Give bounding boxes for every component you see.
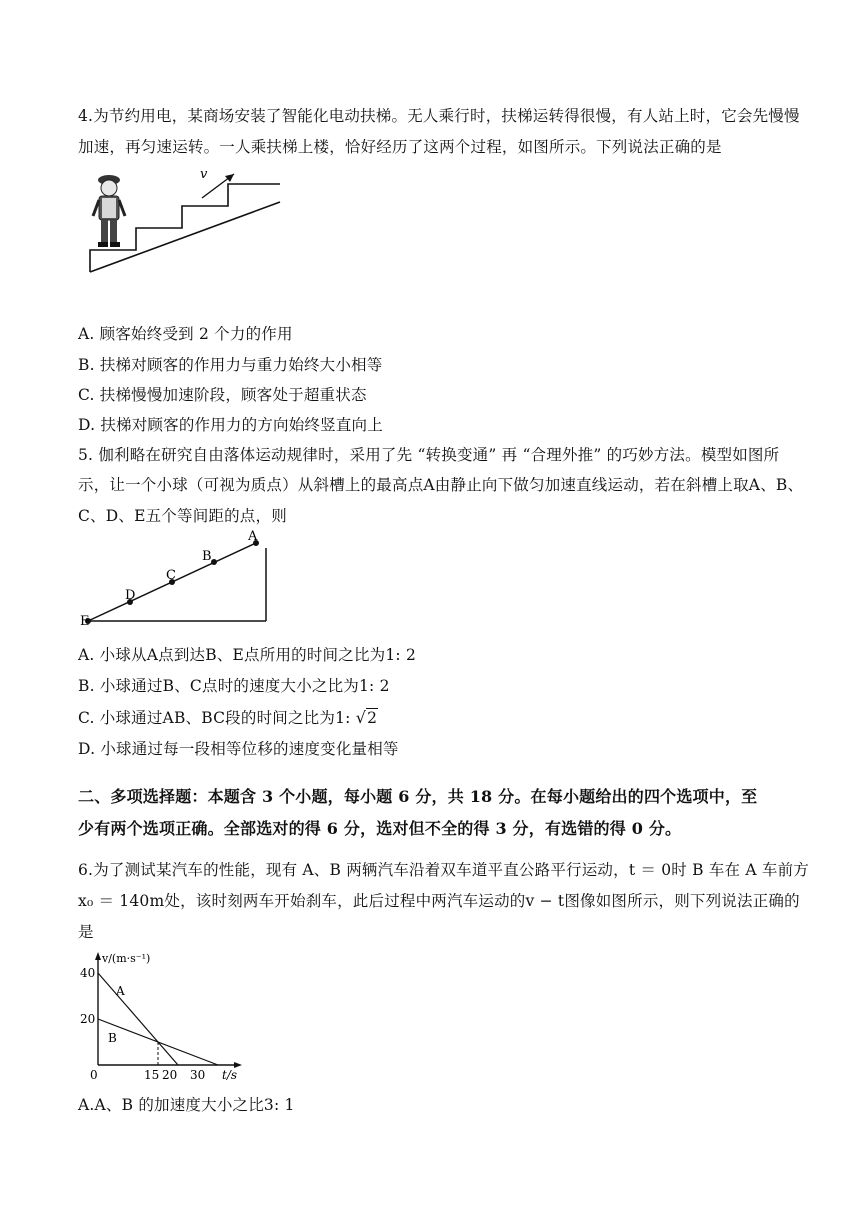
q5-option-a: A. 小球从A点到达B、E点所用的时间之比为1: 2 bbox=[78, 646, 417, 664]
q5-option-b: B. 小球通过B、C点时的速度大小之比为1: 2 bbox=[78, 677, 390, 695]
q4-option-d: D. 扶梯对顾客的作用力的方向始终竖直向上 bbox=[78, 416, 383, 434]
label-c: C bbox=[166, 568, 176, 583]
label-a: A bbox=[248, 530, 258, 544]
y-tick-20: 20 bbox=[80, 1012, 96, 1026]
escalator-v-label: v bbox=[200, 167, 208, 182]
x-tick-20: 20 bbox=[162, 1068, 178, 1082]
q5-stem-line3: C、D、E五个等间距的点，则 bbox=[78, 507, 287, 525]
person-icon bbox=[93, 175, 125, 247]
label-d: D bbox=[125, 588, 136, 603]
q4-stem-line1: 4.为节约用电，某商场安装了智能化电动扶梯。无人乘行时，扶梯运转得很慢，有人站上时，它会先慢慢 bbox=[78, 107, 800, 125]
escalator-figure bbox=[84, 164, 289, 308]
x-tick-0: 0 bbox=[90, 1068, 98, 1082]
q6-option-a: A.A、B 的加速度大小之比3: 1 bbox=[78, 1096, 295, 1114]
sqrt-symbol: √2 bbox=[355, 708, 378, 727]
vt-graph bbox=[80, 950, 250, 1085]
q5-stem-line2: 示，让一个小球（可视为质点）从斜槽上的最高点A由静止向下做匀加速直线运动，若在斜槽上取A、B、 bbox=[78, 476, 804, 494]
section2-line2: 少有两个选项正确。全部选对的得 6 分，选对但不全的得 3 分，有选错的得 0 分。 bbox=[78, 819, 682, 838]
y-tick-40: 40 bbox=[80, 966, 96, 980]
q4-option-a: A. 顾客始终受到 2 个力的作用 bbox=[78, 325, 293, 343]
q5-option-c bbox=[78, 706, 378, 728]
line-a-label: A bbox=[116, 984, 125, 998]
q4-option-c: C. 扶梯慢慢加速阶段，顾客处于超重状态 bbox=[78, 386, 367, 404]
q5-option-d: D. 小球通过每一段相等位移的速度变化量相等 bbox=[78, 740, 399, 758]
x-tick-15: 15 bbox=[144, 1068, 160, 1082]
x-axis-label: t/s bbox=[222, 1068, 238, 1082]
q6-stem-line1: 6.为了测试某汽车的性能，现有 A、B 两辆汽车沿着双车道平直公路平行运动，t ＝ 0时 B 车在 A 车前方 bbox=[78, 861, 809, 879]
y-axis-label: v/(m·s⁻¹) bbox=[102, 952, 151, 965]
sqrt-radicand: 2 bbox=[367, 709, 378, 727]
point-b bbox=[211, 559, 217, 565]
line-b-label: B bbox=[108, 1031, 117, 1045]
line-a bbox=[98, 973, 178, 1065]
x-tick-30: 30 bbox=[190, 1068, 206, 1082]
incline-figure bbox=[80, 530, 280, 630]
label-b: B bbox=[202, 549, 212, 564]
q5-option-c-text: C. 小球通过AB、BC段的时间之比为1: bbox=[78, 709, 356, 727]
label-e: E bbox=[80, 614, 90, 629]
q6-stem-line3: 是 bbox=[78, 923, 94, 941]
q5-stem-line1: 5. 伽利略在研究自由落体运动规律时，采用了先 “转换变通” 再 “合理外推” 的巧妙方法。模型如图所 bbox=[78, 446, 780, 464]
q6-stem-line2: x₀ ＝ 140m处，该时刻两车开始刹车，此后过程中两汽车运动的v − t图像如图所示，则下列说法正确的 bbox=[78, 892, 800, 910]
section2-line1: 二、多项选择题：本题含 3 个小题，每小题 6 分，共 18 分。在每小题给出的四个选项中，至 bbox=[78, 787, 758, 806]
q4-stem-line2: 加速，再匀速运转。一人乘扶梯上楼，恰好经历了这两个过程，如图所示。下列说法正确的是 bbox=[78, 138, 722, 156]
q4-option-b: B. 扶梯对顾客的作用力与重力始终大小相等 bbox=[78, 356, 383, 374]
